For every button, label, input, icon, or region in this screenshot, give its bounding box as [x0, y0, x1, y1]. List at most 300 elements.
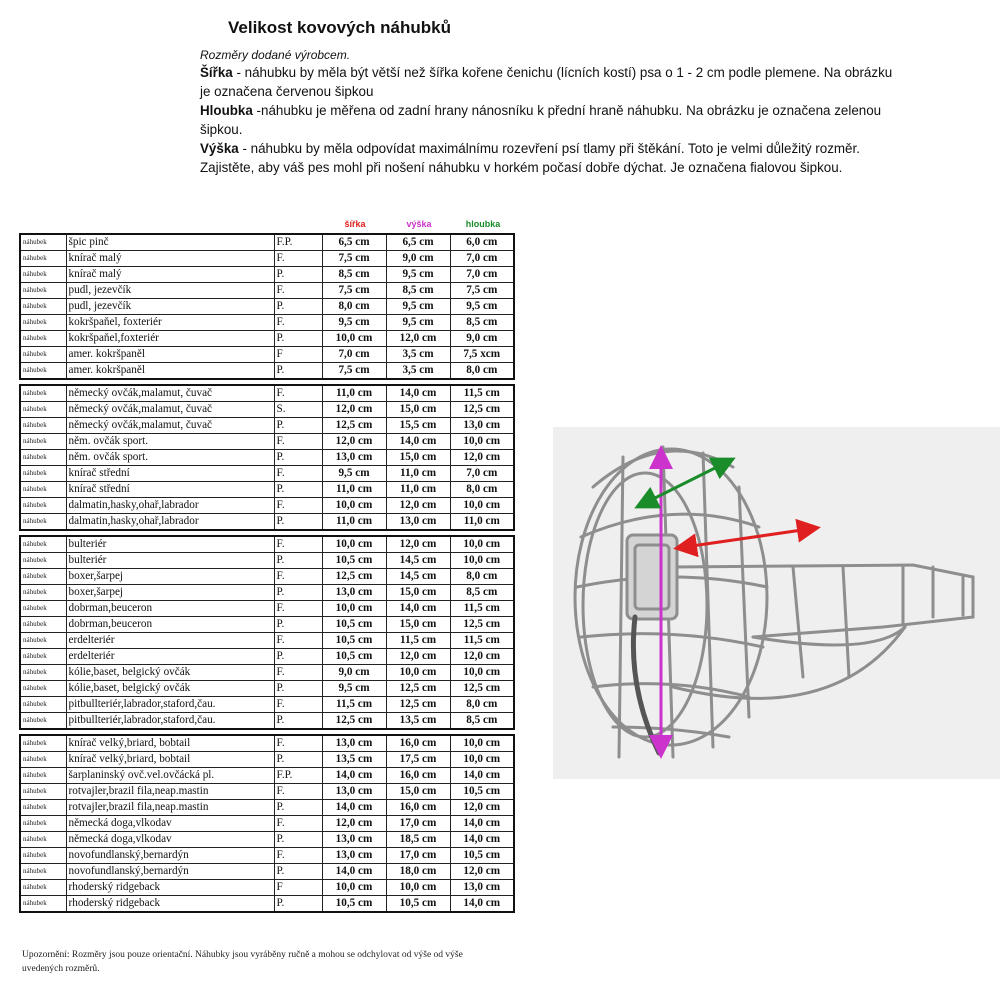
breed: pudl, jezevčík [66, 299, 274, 315]
table-row [20, 498, 514, 514]
desc-width [200, 63, 900, 101]
depth-value: 10,0 cm [450, 498, 514, 514]
item-label: náhubek [20, 713, 66, 730]
table-row [20, 713, 514, 730]
width-value: 9,0 cm [322, 665, 386, 681]
type: P. [274, 752, 322, 768]
depth-value: 14,0 cm [450, 896, 514, 913]
width-value: 10,0 cm [322, 498, 386, 514]
table-row [20, 617, 514, 633]
type: P. [274, 450, 322, 466]
height-value: 12,0 cm [386, 649, 450, 665]
item-label: náhubek [20, 514, 66, 531]
breed: knírač střední [66, 466, 274, 482]
type: F. [274, 498, 322, 514]
depth-value: 10,0 cm [450, 665, 514, 681]
height-value: 15,0 cm [386, 402, 450, 418]
depth-value: 10,0 cm [450, 752, 514, 768]
height-value: 12,0 cm [386, 331, 450, 347]
breed: amer. kokršpaněl [66, 347, 274, 363]
breed: knírač velký,briard, bobtail [66, 735, 274, 752]
breed: boxer,šarpej [66, 569, 274, 585]
column-header-width: šířka [344, 219, 366, 229]
table-row [20, 864, 514, 880]
table-row [20, 418, 514, 434]
width-value: 13,0 cm [322, 585, 386, 601]
item-label: náhubek [20, 283, 66, 299]
type: F. [274, 784, 322, 800]
item-label: náhubek [20, 816, 66, 832]
width-value: 14,0 cm [322, 768, 386, 784]
desc-width-name: Šířka [200, 65, 233, 80]
height-value: 18,5 cm [386, 832, 450, 848]
breed: knírač malý [66, 267, 274, 283]
type: P. [274, 713, 322, 730]
table-row [20, 880, 514, 896]
table-row [20, 347, 514, 363]
item-label: náhubek [20, 601, 66, 617]
item-label: náhubek [20, 402, 66, 418]
description [200, 48, 900, 177]
table-row [20, 536, 514, 553]
width-value: 12,0 cm [322, 402, 386, 418]
item-label: náhubek [20, 482, 66, 498]
depth-value: 7,0 cm [450, 251, 514, 267]
table-row [20, 649, 514, 665]
width-value: 7,0 cm [322, 347, 386, 363]
table-row [20, 681, 514, 697]
table-row [20, 832, 514, 848]
width-value: 14,0 cm [322, 864, 386, 880]
item-label: náhubek [20, 234, 66, 251]
type: F. [274, 665, 322, 681]
page-title: Velikost kovových náhubků [228, 18, 451, 37]
item-label: náhubek [20, 418, 66, 434]
depth-value: 6,0 cm [450, 234, 514, 251]
depth-value: 11,0 cm [450, 514, 514, 531]
desc-depth-text: -náhubku je měřena od zadní hrany nánosníku k přední hraně náhubku. Na obrázku je označena zelenou šipkou. [200, 103, 882, 137]
item-label: náhubek [20, 267, 66, 283]
table-row [20, 234, 514, 251]
breed: kólie,baset, belgický ovčák [66, 681, 274, 697]
depth-value: 8,0 cm [450, 482, 514, 498]
width-value: 7,5 cm [322, 363, 386, 380]
item-label: náhubek [20, 585, 66, 601]
width-value: 12,0 cm [322, 434, 386, 450]
table-row [20, 267, 514, 283]
height-value: 11,0 cm [386, 466, 450, 482]
table-row [20, 585, 514, 601]
width-value: 12,5 cm [322, 569, 386, 585]
height-value: 14,0 cm [386, 434, 450, 450]
depth-value: 10,0 cm [450, 536, 514, 553]
width-value: 13,5 cm [322, 752, 386, 768]
breed: dalmatin,hasky,ohař,labrador [66, 514, 274, 531]
breed: pudl, jezevčík [66, 283, 274, 299]
depth-value: 11,5 cm [450, 633, 514, 649]
width-value: 14,0 cm [322, 800, 386, 816]
depth-value: 14,0 cm [450, 832, 514, 848]
type: P. [274, 617, 322, 633]
table-row [20, 816, 514, 832]
type: F. [274, 601, 322, 617]
table-row [20, 434, 514, 450]
type: F.P. [274, 234, 322, 251]
depth-value: 10,0 cm [450, 553, 514, 569]
width-value: 13,0 cm [322, 848, 386, 864]
table-row [20, 283, 514, 299]
type: P. [274, 267, 322, 283]
height-value: 17,0 cm [386, 816, 450, 832]
depth-value: 8,0 cm [450, 363, 514, 380]
column-header-height: výška [406, 219, 432, 229]
depth-value: 12,0 cm [450, 649, 514, 665]
subtitle: Rozměry dodané výrobcem. [200, 48, 351, 62]
depth-value: 12,5 cm [450, 681, 514, 697]
depth-value: 10,5 cm [450, 784, 514, 800]
breed: bulteriér [66, 536, 274, 553]
item-label: náhubek [20, 385, 66, 402]
item-label: náhubek [20, 315, 66, 331]
breed: německý ovčák,malamut, čuvač [66, 402, 274, 418]
breed: kólie,baset, belgický ovčák [66, 665, 274, 681]
breed: něm. ovčák sport. [66, 434, 274, 450]
depth-value: 11,5 cm [450, 601, 514, 617]
type: F. [274, 697, 322, 713]
depth-value: 11,5 cm [450, 385, 514, 402]
width-value: 10,0 cm [322, 880, 386, 896]
breed: dobrman,beuceron [66, 617, 274, 633]
table-row [20, 514, 514, 531]
type: F. [274, 633, 322, 649]
type: P. [274, 418, 322, 434]
type: P. [274, 514, 322, 531]
wire-muzzle-illustration [553, 427, 1000, 779]
width-value: 10,0 cm [322, 536, 386, 553]
desc-depth-name: Hloubka [200, 103, 253, 118]
size-group [19, 233, 515, 380]
item-label: náhubek [20, 768, 66, 784]
item-label: náhubek [20, 347, 66, 363]
item-label: náhubek [20, 681, 66, 697]
muzzle-photo [553, 427, 1000, 779]
type: P. [274, 299, 322, 315]
depth-value: 9,0 cm [450, 331, 514, 347]
height-value: 6,5 cm [386, 234, 450, 251]
width-value: 9,5 cm [322, 466, 386, 482]
table-row [20, 331, 514, 347]
type: F. [274, 816, 322, 832]
item-label: náhubek [20, 434, 66, 450]
height-value: 13,0 cm [386, 514, 450, 531]
height-value: 15,0 cm [386, 450, 450, 466]
height-value: 9,5 cm [386, 315, 450, 331]
width-value: 8,0 cm [322, 299, 386, 315]
table-row [20, 315, 514, 331]
depth-value: 8,5 cm [450, 315, 514, 331]
breed: německý ovčák,malamut, čuvač [66, 385, 274, 402]
height-value: 14,5 cm [386, 553, 450, 569]
width-value: 12,5 cm [322, 418, 386, 434]
height-value: 16,0 cm [386, 800, 450, 816]
breed: erdelteriér [66, 633, 274, 649]
height-value: 9,0 cm [386, 251, 450, 267]
item-label: náhubek [20, 832, 66, 848]
breed: kokršpaňel,foxteriér [66, 331, 274, 347]
breed: rotvajler,brazil fila,neap.mastin [66, 800, 274, 816]
breed: bulteriér [66, 553, 274, 569]
item-label: náhubek [20, 864, 66, 880]
breed: rhoderský ridgeback [66, 880, 274, 896]
table-row [20, 601, 514, 617]
width-value: 10,5 cm [322, 617, 386, 633]
depth-value: 7,5 cm [450, 283, 514, 299]
height-value: 10,0 cm [386, 880, 450, 896]
depth-value: 12,5 cm [450, 617, 514, 633]
width-value: 13,0 cm [322, 832, 386, 848]
item-label: náhubek [20, 784, 66, 800]
item-label: náhubek [20, 617, 66, 633]
type: F. [274, 536, 322, 553]
depth-value: 8,0 cm [450, 569, 514, 585]
breed: rotvajler,brazil fila,neap.mastin [66, 784, 274, 800]
height-value: 15,0 cm [386, 617, 450, 633]
breed: pitbullteriér,labrador,staford,čau. [66, 713, 274, 730]
width-value: 12,5 cm [322, 713, 386, 730]
depth-value: 13,0 cm [450, 418, 514, 434]
height-value: 3,5 cm [386, 347, 450, 363]
type: F. [274, 466, 322, 482]
breed: amer. kokršpaněl [66, 363, 274, 380]
breed: něm. ovčák sport. [66, 450, 274, 466]
type: P. [274, 482, 322, 498]
table-row [20, 848, 514, 864]
desc-width-text: - náhubku by měla být větší než šířka kořene čenichu (lícních kostí) psa o 1 - 2 cm podle plemene. Na obrázku je označena červenou šipkou [200, 65, 893, 99]
item-label: náhubek [20, 880, 66, 896]
width-value: 13,0 cm [322, 735, 386, 752]
width-value: 10,0 cm [322, 601, 386, 617]
height-value: 15,0 cm [386, 585, 450, 601]
width-value: 6,5 cm [322, 234, 386, 251]
depth-value: 10,0 cm [450, 434, 514, 450]
height-value: 16,0 cm [386, 768, 450, 784]
type: P. [274, 800, 322, 816]
height-value: 18,0 cm [386, 864, 450, 880]
depth-value: 12,0 cm [450, 800, 514, 816]
breed: erdelteriér [66, 649, 274, 665]
size-group [19, 734, 515, 913]
depth-value: 8,5 cm [450, 713, 514, 730]
depth-value: 7,5 xcm [450, 347, 514, 363]
item-label: náhubek [20, 498, 66, 514]
breed: knírač velký,briard, bobtail [66, 752, 274, 768]
height-value: 16,0 cm [386, 735, 450, 752]
desc-height-name: Výška [200, 141, 239, 156]
item-label: náhubek [20, 536, 66, 553]
depth-value: 10,0 cm [450, 735, 514, 752]
height-value: 17,0 cm [386, 848, 450, 864]
width-value: 9,5 cm [322, 315, 386, 331]
depth-value: 12,0 cm [450, 864, 514, 880]
desc-height [200, 139, 900, 177]
table-row [20, 385, 514, 402]
depth-value: 8,5 cm [450, 585, 514, 601]
table-row [20, 299, 514, 315]
type: F. [274, 569, 322, 585]
item-label: náhubek [20, 251, 66, 267]
breed: německá doga,vlkodav [66, 832, 274, 848]
item-label: náhubek [20, 466, 66, 482]
width-arrow [685, 529, 809, 547]
item-label: náhubek [20, 752, 66, 768]
depth-value: 7,0 cm [450, 267, 514, 283]
height-value: 10,0 cm [386, 665, 450, 681]
height-value: 15,0 cm [386, 784, 450, 800]
height-value: 14,0 cm [386, 385, 450, 402]
height-value: 3,5 cm [386, 363, 450, 380]
width-value: 10,5 cm [322, 896, 386, 913]
breed: šarplaninský ovč.vel.ovčácká pl. [66, 768, 274, 784]
item-label: náhubek [20, 697, 66, 713]
type: P. [274, 585, 322, 601]
height-value: 15,5 cm [386, 418, 450, 434]
breed: knírač střední [66, 482, 274, 498]
item-label: náhubek [20, 633, 66, 649]
width-value: 12,0 cm [322, 816, 386, 832]
breed: špic pinč [66, 234, 274, 251]
height-value: 9,5 cm [386, 299, 450, 315]
type: F [274, 347, 322, 363]
height-value: 14,5 cm [386, 569, 450, 585]
item-label: náhubek [20, 363, 66, 380]
size-group [19, 535, 515, 730]
table-row [20, 251, 514, 267]
table-row [20, 402, 514, 418]
item-label: náhubek [20, 450, 66, 466]
table-row [20, 800, 514, 816]
table-row [20, 768, 514, 784]
table-row [20, 633, 514, 649]
depth-arrow [645, 463, 725, 503]
height-value: 11,0 cm [386, 482, 450, 498]
type: F.P. [274, 768, 322, 784]
breed: kokršpaňel, foxteriér [66, 315, 274, 331]
table-row [20, 665, 514, 681]
type: P. [274, 832, 322, 848]
type: F. [274, 434, 322, 450]
type: F. [274, 848, 322, 864]
table-row [20, 735, 514, 752]
width-value: 11,0 cm [322, 482, 386, 498]
width-value: 10,0 cm [322, 331, 386, 347]
width-value: 11,0 cm [322, 385, 386, 402]
table-row [20, 466, 514, 482]
height-value: 9,5 cm [386, 267, 450, 283]
depth-value: 13,0 cm [450, 880, 514, 896]
width-value: 9,5 cm [322, 681, 386, 697]
breed: novofundlanský,bernardýn [66, 864, 274, 880]
item-label: náhubek [20, 665, 66, 681]
breed: rhoderský ridgeback [66, 896, 274, 913]
table-row [20, 450, 514, 466]
item-label: náhubek [20, 553, 66, 569]
breed: knírač malý [66, 251, 274, 267]
item-label: náhubek [20, 896, 66, 913]
breed: německý ovčák,malamut, čuvač [66, 418, 274, 434]
height-value: 14,0 cm [386, 601, 450, 617]
width-value: 10,5 cm [322, 633, 386, 649]
width-value: 10,5 cm [322, 553, 386, 569]
type: P. [274, 896, 322, 913]
type: F. [274, 315, 322, 331]
type: S. [274, 402, 322, 418]
depth-value: 14,0 cm [450, 816, 514, 832]
type: F. [274, 251, 322, 267]
height-value: 11,5 cm [386, 633, 450, 649]
height-value: 12,0 cm [386, 498, 450, 514]
column-header-depth: hloubka [465, 219, 501, 229]
size-group [19, 384, 515, 531]
depth-value: 12,5 cm [450, 402, 514, 418]
item-label: náhubek [20, 299, 66, 315]
item-label: náhubek [20, 331, 66, 347]
depth-value: 8,0 cm [450, 697, 514, 713]
type: F. [274, 283, 322, 299]
width-value: 7,5 cm [322, 283, 386, 299]
table-row [20, 896, 514, 913]
type: F. [274, 385, 322, 402]
breed: dalmatin,hasky,ohař,labrador [66, 498, 274, 514]
type: P. [274, 553, 322, 569]
type: F. [274, 735, 322, 752]
width-value: 8,5 cm [322, 267, 386, 283]
height-value: 12,5 cm [386, 681, 450, 697]
table-row [20, 363, 514, 380]
width-value: 11,0 cm [322, 514, 386, 531]
table-row [20, 569, 514, 585]
depth-value: 7,0 cm [450, 466, 514, 482]
depth-value: 10,5 cm [450, 848, 514, 864]
height-value: 12,0 cm [386, 536, 450, 553]
type: P. [274, 331, 322, 347]
depth-value: 14,0 cm [450, 768, 514, 784]
table-row [20, 784, 514, 800]
item-label: náhubek [20, 649, 66, 665]
size-table [19, 233, 515, 917]
item-label: náhubek [20, 800, 66, 816]
width-value: 7,5 cm [322, 251, 386, 267]
table-row [20, 553, 514, 569]
height-value: 10,5 cm [386, 896, 450, 913]
depth-value: 9,5 cm [450, 299, 514, 315]
type: P. [274, 681, 322, 697]
type: P. [274, 864, 322, 880]
breed: boxer,šarpej [66, 585, 274, 601]
width-value: 13,0 cm [322, 450, 386, 466]
item-label: náhubek [20, 848, 66, 864]
type: F [274, 880, 322, 896]
type: P. [274, 649, 322, 665]
height-value: 8,5 cm [386, 283, 450, 299]
table-row [20, 752, 514, 768]
width-value: 10,5 cm [322, 649, 386, 665]
item-label: náhubek [20, 735, 66, 752]
table-row [20, 697, 514, 713]
breed: německá doga,vlkodav [66, 816, 274, 832]
desc-depth [200, 101, 900, 139]
breed: pitbullteriér,labrador,staford,čau. [66, 697, 274, 713]
breed: dobrman,beuceron [66, 601, 274, 617]
